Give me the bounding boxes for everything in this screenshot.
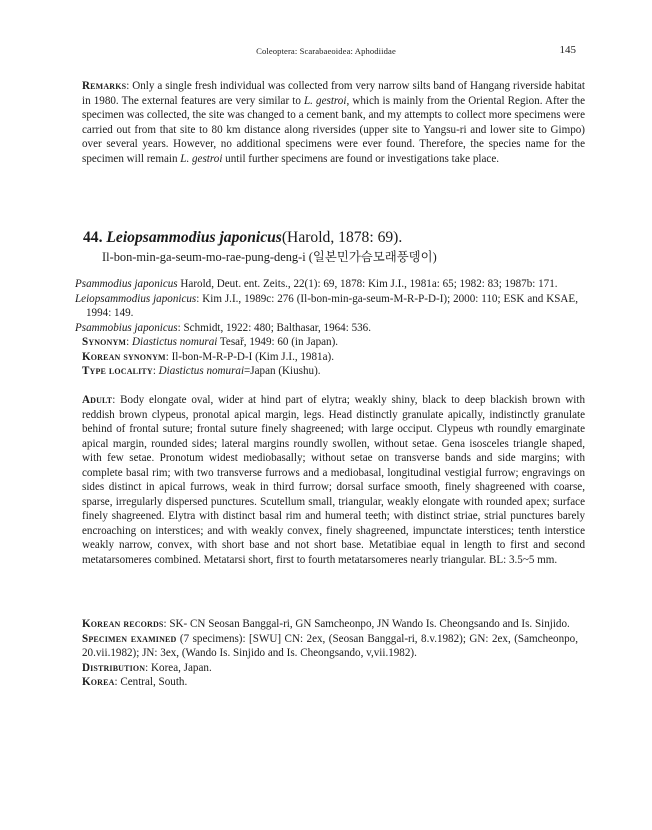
reference-citation: : Kim J.I., 1989c: 276 (Il-bon-min-ga-seum-M-R-P-D-I); 2000: 110; ESK and KSAE, 1994: 149. <box>86 292 578 319</box>
remarks-taxon: L. gestroi <box>180 152 223 165</box>
type-locality-line: Type locality: Diastictus nomurai=Japan (Kiushu). <box>82 365 321 377</box>
remarks-text: , which is mainly from the Oriental Region. After the specimen was collected, the site was changed to a cement bank, and my attempts to collect more specimens were carried out from that site to 80 km distance along riversides (upper site to Yangsu-ri and lower site to Gimpo) over several years. However, no additional specimens were ever found. Therefore, the species name for the specimen will remain <box>82 94 586 165</box>
synonym-line: Synonym: Diastictus nomurai Tesař, 1949: 60 (in Japan). <box>82 336 339 348</box>
species-korean-name: Il-bon-min-ga-seum-mo-rae-pung-deng-i (일본민가슴모래풍뎅이) <box>102 250 437 264</box>
reference-citation: : Schmidt, 1922: 480; Balthasar, 1964: 536. <box>177 321 372 334</box>
reference-taxon: Leiopsammodius japonicus <box>75 292 197 305</box>
references-block <box>75 277 578 379</box>
distribution-label: Distribution <box>82 661 146 674</box>
reference-citation: Harold, Deut. ent. Zeits., 22(1): 69, 1878: Kim J.I., 1981a: 65; 1982: 83; 1987b: 171. <box>177 278 558 290</box>
korean-synonym-label: Korean synonym <box>82 350 166 363</box>
specimen-examined-line <box>75 632 578 661</box>
remarks-paragraph: Remarks: Only a single fresh individual was collected from very narrow silts band of Hangang riverside habitat in 1980. The external features are very similar to L. gestroi, which is mainly from the Oriental Region. After the specimen was collected, the site was changed to a cement bank, and my attempts to collect more specimens were carried out from that site to 80 km distance along riversides (upper site to Yangsu-ri and lower site to Gimpo) over several years. However, no additional specimens were ever found. Therefore, the species name for the specimen will remain L. gestroi until further specimens are found or investigations take place. <box>82 80 586 165</box>
running-head <box>0 44 652 58</box>
page-number: 145 <box>559 44 576 56</box>
adult-description: Adult: Body elongate oval, wider at hind part of elytra; weakly shiny, black to deep blackish brown with reddish brown clypeus, pronotal apical margin, legs. Head distinctly granulate apically, indistinctly granulate behind of frontal suture; frontal suture finely shagreened; with large occiput. Clypeus wth roundly emarginate apical margin, rounded sides; lateral margins roundly swollen, without setae. Gena isosceles triangle shaped, with few setae. Pronotum widest mediobasally; without setae on transverse bands and side margins; with complete basal rim; with two transverse furrows and a mediobasal, longitudinal vestigial furrow; engravings on sides distinct in apical furrows, weak in third furrow; dorsal surface smooth, finely shagreened with coarse, sparse, irregularly dispersed punctures. Scutellum small, triangular, weakly elongate with rounded apex; surface finely shagreened. Elytra with distinct basal rim and humeral teeth; with distinct striae, strial punctures barely encroaching on interstices; and with weakly convex, finely shagreened, impunctate interstices; tenth interstice weakly narrow, convex, with short base and not short base. Metatibiae equal in length to first and second metatarsomeres combined. Metatarsi short, first to fourth metatarsomeres nearly triangular. BL: 3.5~5 mm. <box>82 394 585 566</box>
synonym-taxon: Diastictus nomurai <box>131 336 218 348</box>
specimen-examined-label: Specimen examined <box>82 632 177 645</box>
reference-entry <box>75 277 578 292</box>
distribution-line: Distribution: Korea, Japan. <box>82 661 212 674</box>
species-name: Leiopsammodius japonicus <box>106 229 282 246</box>
records-block <box>75 617 578 690</box>
type-locality-label: Type locality <box>82 365 153 377</box>
korea-line: Korea: Central, South. <box>82 676 188 688</box>
distribution-value: Korea, Japan. <box>151 661 212 674</box>
species-heading <box>83 228 583 265</box>
species-number: 44. <box>83 229 103 246</box>
reference-taxon: Psammodius japonicus <box>75 278 178 290</box>
species-title <box>83 228 583 247</box>
type-locality-taxon: Diastictus nomurai <box>158 365 245 377</box>
korean-records-label: Korean records <box>82 618 164 630</box>
korea-value: Central, South. <box>120 676 188 688</box>
korean-synonym-value: Il-bon-M-R-P-D-I (Kim J.I., 1981a). <box>171 350 334 363</box>
remarks-text: Only a single fresh individual was collected from very narrow silts band of Hangang riverside habitat in 1980. The external features are very similar to <box>82 80 586 107</box>
remarks-text: until further specimens are found or investigations take place. <box>222 152 500 165</box>
korean-records-line: Korean records: SK- CN Seosan Banggal-ri, GN Samcheonpo, JN Wando Is. Cheongsando and Is. Sinjido. <box>82 618 570 630</box>
korean-synonym-line: Korean synonym: Il-bon-M-R-P-D-I (Kim J.I., 1981a). <box>82 350 334 363</box>
remarks-taxon: L. gestroi <box>304 94 347 107</box>
type-locality-value: =Japan (Kiushu). <box>244 365 321 377</box>
specimen-examined-value: (7 specimens): [SWU] CN: 2ex, (Seosan Banggal-ri, 8.v.1982); GN: 2ex, (Samcheonpo, 20.vii.1982); JN: 3ex, (Wando Is. Sinjido and Is. Cheongsando, v,vii.1982). <box>82 632 578 659</box>
korean-records-value: SK- CN Seosan Banggal-ri, GN Samcheonpo, JN Wando Is. Cheongsando and Is. Sinjido. <box>169 618 570 630</box>
remarks-label: Remarks <box>82 80 127 92</box>
synonym-citation: Tesař, 1949: 60 (in Japan). <box>217 336 339 348</box>
reference-entry <box>75 292 578 321</box>
synonym-label: Synonym <box>82 336 127 348</box>
species-authority: (Harold, 1878: 69). <box>281 229 403 246</box>
reference-entry <box>75 321 578 336</box>
korea-label: Korea <box>82 676 115 688</box>
adult-label: Adult <box>82 394 113 406</box>
adult-text: Body elongate oval, wider at hind part of elytra; weakly shiny, black to deep blackish brown with reddish brown clypeus, pronotal apical margin, legs. Head distinctly granulate apically, indistinctly granulate behind of frontal suture; frontal suture finely shagreened; with large occiput. Clypeus wth roundly emarginate apical margin, rounded sides; lateral margins roundly swollen, without setae. Gena isosceles triangle shaped, with few setae. Pronotum widest mediobasally; without setae on transverse bands and side margins; with complete basal rim; with two transverse furrows and a mediobasal, longitudinal vestigial furrow; engravings on sides distinct in apical furrows, weak in third furrow; dorsal surface smooth, finely shagreened with coarse, sparse, irregularly dispersed punctures. Scutellum small, triangular, weakly elongate with rounded apex; surface finely shagreened. Elytra with distinct basal rim and humeral teeth; with distinct striae, strial punctures barely encroaching on interstices; and with weakly convex, finely shagreened, impunctate interstices; tenth interstice weakly narrow, convex, with short base and not short base. Metatibiae equal in length to first and second metatarsomeres combined. Metatarsi short, first to fourth metatarsomeres nearly triangular. BL: 3.5~5 mm. <box>82 394 585 566</box>
running-head-title: Coleoptera: Scarabaeoidea: Aphodiidae <box>256 46 396 56</box>
reference-taxon: Psammobius japonicus <box>75 321 178 334</box>
